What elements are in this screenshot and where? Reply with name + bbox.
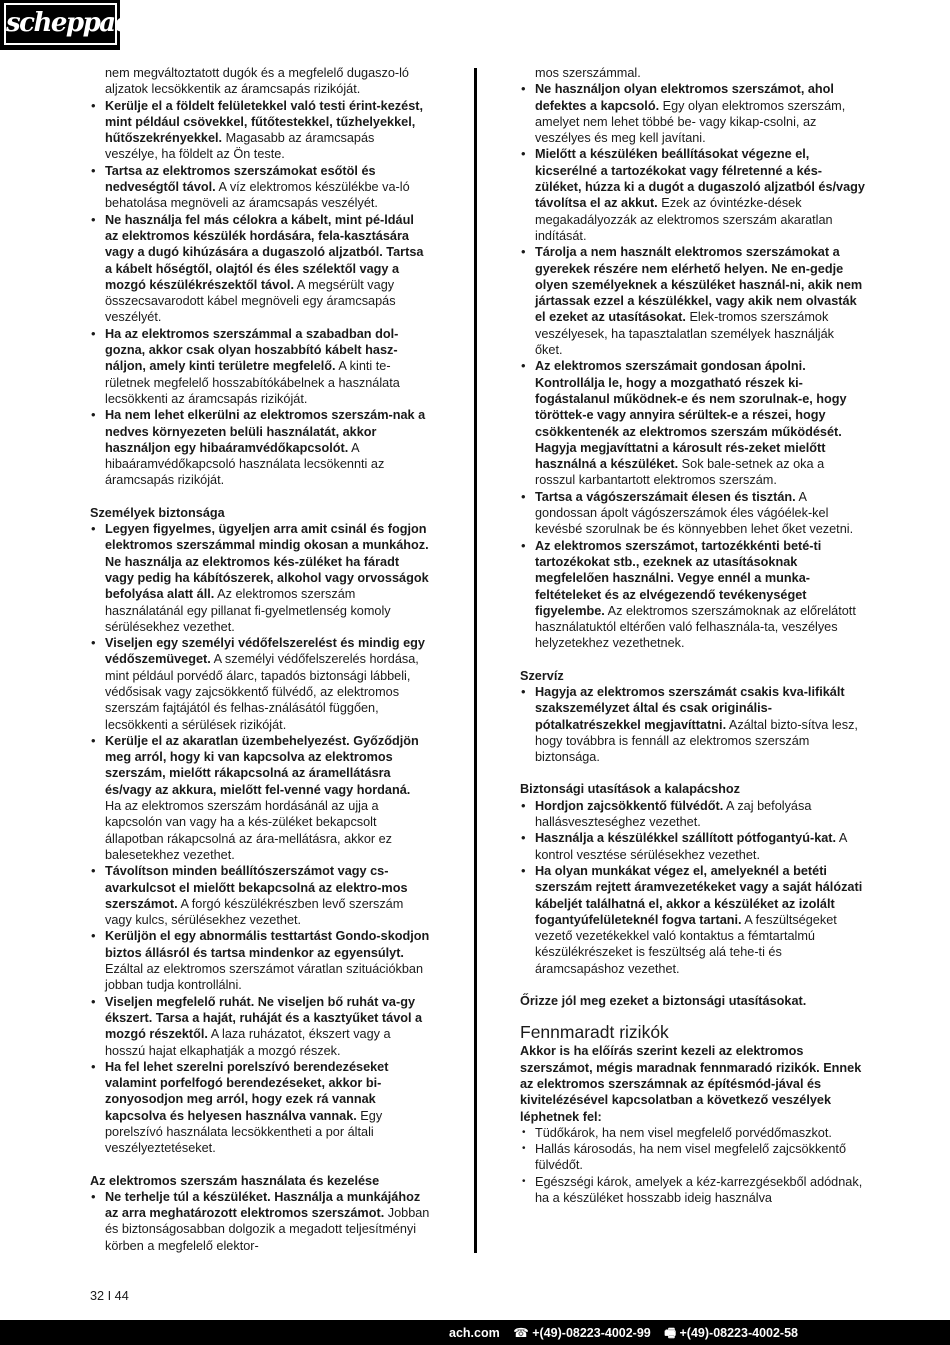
footer-website: ach.com — [449, 1326, 500, 1340]
footer-fax: 🖷 +(49)-08223-4002-58 — [664, 1326, 798, 1340]
bullet-text: Ezáltal az elektromos szerszámot váratlan szituációkban jobban tudja kontrollálni. — [105, 962, 424, 993]
bullet-bold-text: Viseljen megfelelő ruhát. Ne viseljen bő ruhát va-gy ékszert. Tarsa a haját, ruháját és a kasztyűket távol a mozgó részektől. — [105, 994, 423, 1042]
bullet-bold-text: Tartsa a vágószerszámait élesen és tisztán. — [535, 489, 796, 504]
bullet-bold-text: Mielőtt a készüléken beállításokat végezne el, kicserélné a tartozékokat vagy félretenné a kés-züléket, húzza ki a dugót a dugaszoló aljzatból és/vagy távolítsa el az akkut. — [535, 147, 865, 211]
bold-notice: Őrizze jól meg ezeket a biztonsági utasításokat. — [520, 994, 807, 1009]
safety-list-item — [520, 81, 865, 146]
bullet-bold-text: Viseljen egy személyi védőfelszerelést és mindig egy védőszemüveget. — [105, 636, 425, 667]
bullet-text: A hibaáramvédőkapcsoló használata lecsökennti az áramcsapás rizikóját. — [105, 440, 385, 488]
safety-list-item — [90, 1189, 430, 1254]
spacer — [520, 765, 865, 781]
bullet-bold-text: Távolítson minden beállítószerszámot vagy cs-avarkulcsot el mielőtt bekapcsolná az elektro-mos szerszámot. — [105, 864, 408, 911]
spacer — [520, 652, 865, 668]
bullet-bold-text: Használja a készülékkel szállított pótfogantyú-kat. — [535, 831, 837, 846]
bullet-bold-text: Kerülje el a földelt felületekkel való testi érint-kezést, mint például csövekkel, fűtőtestekkel, tűzhelyekkel, hűtőszekrényekkel. — [105, 98, 424, 146]
bullet-bold-text: Ne terhelje túl a készüléket. Használja a munkájához az arra meghatározott elektromos szerszámot. — [105, 1189, 421, 1221]
safety-list-item — [90, 98, 430, 163]
bullet-text: A gondossan ápolt vágószerszámok éles vágóélek-kel kevésbé szorulnak be és könnyebben lehet őket vezetni. — [535, 489, 854, 537]
bullet-bold-text: Az elektromos szerszámait gondosan ápolni. Kontrollálja le, hogy a mozgatható részek ki-fogástalanul működnek-e és nem szorulnak-e, hogy töröttek-e vagy annyira sérültek-e a részei, hogy csökkentenék az elektromos szerszám működését. Hagyja megjavíttatni a károsult rés-zeket mielőtt használná a készüléket. — [535, 359, 847, 472]
bullet-text: Az elektromos szerszám használatánál egy pillanat fi-gyelmetlenség komoly sérülésekhez vezethet. — [105, 587, 391, 634]
spacer — [90, 1157, 430, 1173]
bullet-bold-text: Ne használjon olyan elektromos szerszámot, ahol defektes a kapcsoló. — [535, 82, 834, 113]
section-title: Fennmaradt rizikók — [520, 1022, 669, 1043]
bullet-text: Az elektromos szerszámoknak az előrelátott használatuktól eltérően való felhasznála-ta, veszélyes helyzetekhez vezethetnek. — [535, 603, 856, 651]
right-column — [520, 65, 865, 1206]
safety-list-item — [90, 635, 430, 733]
bullet-bold-text: Ha olyan munkákat végez el, amelyeknél a betéti szerszám rejtett áramvezetékeket vagy a saját hálózati kábeljét találhatná el, akkor a készüléket az izolált fogantyúfelületeknél fogva tartani. — [535, 863, 863, 927]
safety-list-item — [90, 212, 430, 326]
safety-list-item — [520, 538, 865, 652]
safety-list-item — [520, 863, 865, 977]
bullet-bold-text: Kerüljön el egy abnormális testtartást Gondo-skodjon biztos állásról és tartsa mindenkor az egyensúlyt. — [105, 929, 430, 960]
bullet-bold-text: Ne használja fel más célokra a kábelt, mint pé-ldául az elektromos készülék hordására, fela-kasztására vagy a dugó kihúzására a dugaszoló aljzatból. Tartsa a kábelt hőségtől, olajtól és éles szélektől vagy a mozgó készülékrészektől távol. — [105, 212, 424, 292]
page-number: 32 I 44 — [90, 1289, 129, 1303]
safety-list-item — [520, 830, 865, 863]
bullet-bold-text: Ha fel lehet szerelni porelszívó berendezéseket valamint porfelfogó berendezéseket, akkor bi-zonyosodjon meg arról, hogy ezek rá vannak kapcsolva és helyesen használva vannak. — [105, 1059, 389, 1123]
risk-list-item: • Tüdőkárok, ha nem visel megfelelő porvédőmaszkot. — [520, 1125, 865, 1141]
left-column — [90, 65, 430, 1254]
bullet-text: Azáltal bizto-sítva lesz, hogy továbbra is fennáll az elektromos szerszám biztonsága. — [535, 717, 858, 765]
bullet-text: Egy porelszívó használata lecsökkentheti a por általi veszélyeztetéseket. — [105, 1108, 383, 1156]
column-divider — [474, 68, 477, 1253]
bullet-text: A kinti te-rületnek megfelelő hosszabítókábelnek a használata lecsökkenti az áramcsapás rizikóját. — [105, 359, 400, 406]
bullet-text: A víz elektromos készülékbe va-ló behatolása megnöveli az áramcsapás veszélyét. — [105, 180, 410, 211]
bullet-bold-text: Hordjon zajcsökkentő fülvédőt. — [535, 798, 724, 813]
bullet-text: Ha az elektromos szerszám hordásánál az ujja a kapcsolón van vagy ha a kés-züléket bekapcsolt állapotban rákapcsolná az ára-mellátásra, akkor ez balesetekhez vezethet. — [105, 799, 393, 862]
bullet-text: Magasabb az áramcsapás veszélye, ha földelt az Ön teste. — [105, 131, 375, 162]
safety-list-item — [90, 994, 430, 1059]
risk-list-item: • Hallás károsodás, ha nem visel megfelelő zajcsökkentő fülvédőt. — [520, 1141, 865, 1174]
safety-list-item — [90, 863, 430, 928]
bullet-bold-text: Legyen figyelmes, ügyeljen arra amit csinál és fogjon elektromos szerszámmal mindig okosan a munkához. Ne használja az elektromos kés-züléket ha fáradt vagy pedig ha kábítószerek, alkohol vagy orvosságok befolyása alatt áll. — [105, 522, 429, 602]
bullet-bold-text: Ha az elektromos szerszámmal a szabadban dol-gozna, akkor csak olyan hoszabbító kábelt hasz-náljon, amely kinti területre megfelelő. — [105, 326, 399, 374]
safety-list-item — [520, 244, 865, 358]
bullet-text: Egy olyan elektromos szerszám, amelyet nem lehet többé be- vagy kikap-csolni, az veszélyes és meg kell javítani. — [535, 98, 846, 146]
spacer — [520, 977, 865, 993]
spacer — [520, 1009, 865, 1017]
bullet-text: Sok bale-setnek az oka a rosszul karbantartott elektromos szerszám. — [535, 457, 825, 488]
section-heading: Az elektromos szerszám használata és kezelése — [90, 1173, 380, 1188]
footer-phone: ☎ +(49)-08223-4002-99 — [513, 1326, 651, 1340]
safety-list-item — [520, 358, 865, 488]
safety-list-item — [90, 521, 430, 635]
safety-list-item — [520, 146, 865, 244]
section-heading: Biztonsági utasítások a kalapácshoz — [520, 782, 740, 797]
safety-list-item — [90, 928, 430, 993]
bullet-text: Jobban és biztonságosabban dolgozik a megadott teljesítményi körben a megfelelő elektor- — [105, 1206, 430, 1253]
safety-list-item — [90, 326, 430, 407]
intro-paragraph: Akkor is ha előírás szerint kezeli az elektromos szerszámot, mégis maradnak fennmaradó rizikók. Ennek az elektromos szerszámnak az építésmód-jával és kivitelézésével kapcsolatban a következő veszélyek léphetnek fel: — [520, 1044, 862, 1124]
continued-text: nem megváltoztatott dugók és a megfelelő dugaszo-ló aljzatok lecsökkentik az áramcsapás rizikóját. — [105, 66, 409, 97]
bullet-bold-text: Tárolja a nem használt elektromos szerszámokat a gyerekek részére nem elérhető helyen. Ne en-gedje olyen személyeknek a készüléket használ-ni, akik nem jártassak ezzel a készülékkel, vagy akik nem olvasták el ezeket az utasításokat. — [535, 245, 863, 325]
section-heading: Személyek biztonsága — [90, 505, 225, 520]
bullet-text: A feszültségeket vezető vezetékekkel való kontaktus a fémtartalmú készülékrészeket is feszültség alá tehe-ti és áramcsapáshoz vezethet. — [535, 912, 837, 976]
bullet-bold-text: Kerülje el az akaratlan üzembehelyezést. Győződjön meg arról, hogy ki van kapcsolva az elektromos szerszám, mielőtt rákapcsolná az áramellátásra és/vagy az akkura, mielőtt fel-venné vagy hordaná. — [105, 733, 419, 797]
safety-list-item — [520, 798, 865, 831]
bullet-text: A személyi védőfelszerelés hordása, mint például porvédő álarc, tapadós biztonsági lábbeli, védősisak vagy zajcsökkentő fülvédő, az elektromos szerszám fajtájától és felhas-ználásától függően, lecsökkenti a sérülések rizikóját. — [105, 652, 419, 732]
spacer — [90, 489, 430, 505]
bullet-bold-text: Tartsa az elektromos szerszámokat esőtöl és nedveségtől távol. — [105, 163, 376, 195]
brand-logo-text: scheppach — [4, 3, 117, 45]
safety-list-item — [90, 1059, 430, 1157]
footer-contact — [439, 1324, 798, 1345]
section-heading: Szervíz — [520, 668, 564, 683]
bullet-text: A laza ruházatot, ékszert vagy a hosszú hajat elkaphatják a mozgó részek. — [105, 1027, 391, 1058]
bullet-text: A kontrol vesztése sérülésekhez vezethet. — [535, 831, 847, 862]
safety-list-item — [90, 163, 430, 212]
risk-list-item: • Egészségi károk, amelyek a kéz-karrezgésekből adódnak, ha a készüléket hosszabb ideig használva — [520, 1174, 865, 1207]
continued-text: mos szerszámmal. — [535, 66, 641, 80]
safety-list-item — [90, 407, 430, 488]
bullet-text: A zaj befolyása hallásveszteséghez vezethet. — [535, 798, 812, 830]
safety-list-item — [90, 733, 430, 863]
safety-list-item — [520, 684, 865, 765]
bullet-text: A forgó készülékrészben levő szerszám vagy kulcs, sérülésekhez vezethet. — [105, 896, 404, 928]
bullet-bold-text: Hagyja az elektromos szerszámát csakis kva-lifikált szakszemélyzet által és csak originális-pótalkatrészekkel megjavíttatni. — [535, 684, 845, 732]
brand-logo — [0, 0, 147, 50]
bullet-text: Elek-tromos szerszámok veszélyesek, ha tapasztalatlan személyek használják őket. — [535, 310, 835, 358]
bullet-bold-text: Ha nem lehet elkerülni az elektromos szerszám-nak a nedves környezeten belüli használatát, akkor használjon egy hibaáramvédőkapcsolót. — [105, 408, 426, 455]
bullet-bold-text: Az elektromos szerszámot, tartozékkénti beté-ti tartozékokat stb., ezeknek az utasításoknak megfelelően használni. Vegye ennél a munka-feltételeket és az elvégezendő tevékenységet figyelembe. — [535, 538, 822, 618]
footer-bar — [0, 1320, 950, 1345]
bullet-text: Ezek az óvintézke-dések megakadályozzák az elektromos szerszám akaratlan indítását. — [535, 196, 833, 243]
bullet-text: A megsérült vagy összecsavarodott kábel megnöveli egy áramcsapás veszélyét. — [105, 277, 396, 325]
safety-list-item — [520, 489, 865, 538]
